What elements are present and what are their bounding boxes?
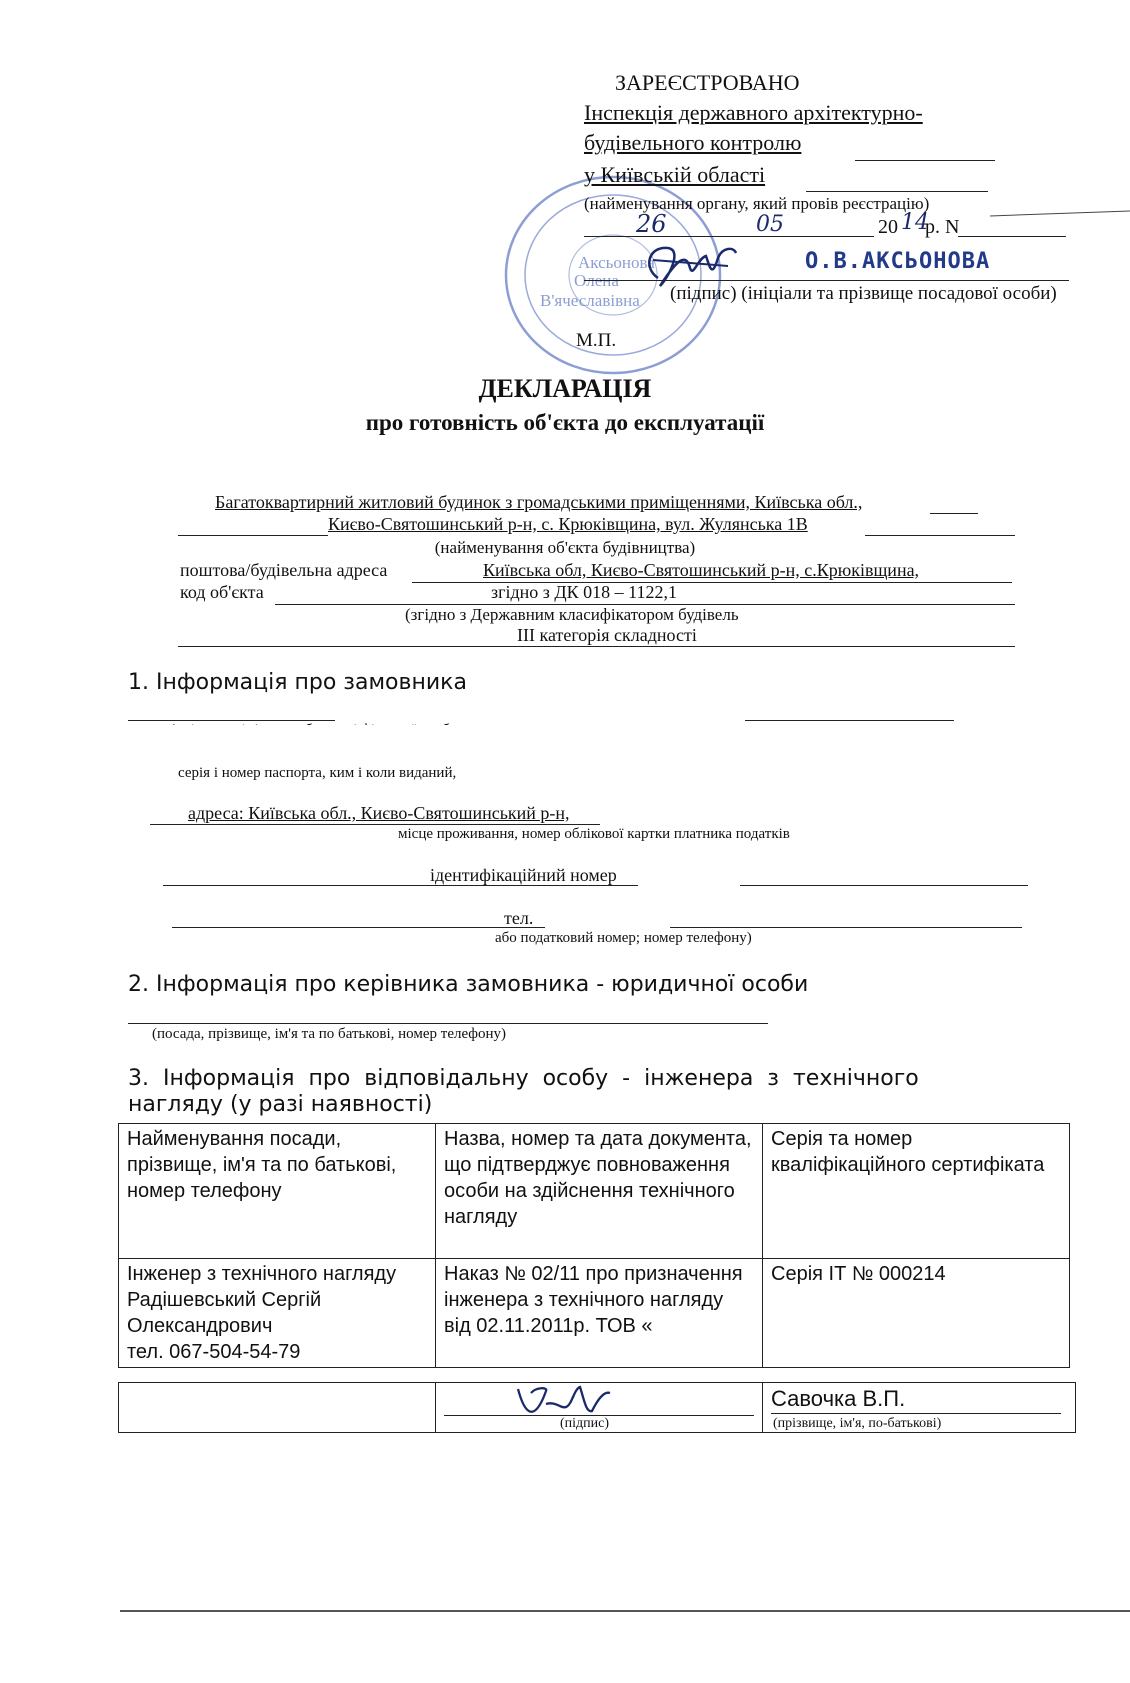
header-document: Назва, номер та дата документа, що підтверджує повноваження особи на здійснення технічного нагляду <box>436 1124 763 1259</box>
section-3-heading-line-2: нагляду (у разі наявності) <box>128 1092 433 1117</box>
declaration-title: ДЕКЛАРАЦІЯ <box>478 374 652 403</box>
table-row <box>119 1259 1070 1368</box>
object-code-value: згідно з ДК 018 – 1122,1 <box>491 582 678 602</box>
section-3-heading-line-1: 3. Інформація про відповідальну особу - інженера з технічного <box>128 1066 919 1091</box>
date-month: 05 <box>756 212 784 237</box>
object-name-line-2: Києво-Святошинський р-н, с. Крюківщина, вул. Жулянська 1В <box>328 514 808 534</box>
org-line-2: будівельного контролю <box>584 130 802 155</box>
section-1-caption-3: місце проживання, номер облікової картки платника податків <box>398 826 790 842</box>
section-2-caption: (посада, прізвище, ім'я та по батькові, номер телефону) <box>152 1026 507 1042</box>
cell-document: Наказ № 02/11 про призначення інженера з технічного нагляду від 02.11.2011р. ТОВ « <box>436 1259 763 1368</box>
sign-caption: (підпис) (ініціали та прізвище посадової особи) <box>670 283 1057 304</box>
header-certificate: Серія та номер кваліфікаційного сертифіката <box>763 1124 1070 1259</box>
year-number-label: р. N <box>925 216 960 238</box>
section-1-caption-4: або податковий номер; номер телефону) <box>495 930 752 946</box>
address-label: поштова/будівельна адреса <box>180 560 388 580</box>
pen-stroke <box>990 211 1130 217</box>
org-line-1: Інспекція державного архітектурно- <box>584 100 923 125</box>
signature-cell <box>436 1383 763 1433</box>
official-name-stamp: О.В.АКСЬОНОВА <box>805 249 991 274</box>
object-name-line-1: Багатоквартирний житловий будинок з громадськими приміщеннями, Київська обл., <box>215 492 863 512</box>
signature-row <box>119 1383 1076 1433</box>
engineer-position: Інженер з технічного нагляду <box>127 1263 397 1285</box>
section-1-caption-2: серія і номер паспорта, ким і коли виданий, <box>178 765 457 781</box>
tel-label: тел. <box>504 908 534 928</box>
declaration-subtitle: про готовність об'єкта до експлуатації <box>365 410 765 435</box>
complexity-category: III категорія складності <box>517 625 697 645</box>
scan-edge-line <box>120 1610 1130 1612</box>
cell-position <box>119 1259 436 1368</box>
section-1-heading: 1. Інформація про замовника <box>128 670 467 695</box>
mp-label: М.П. <box>576 330 617 351</box>
supervisor-table <box>118 1123 1070 1368</box>
table-header-row <box>119 1124 1070 1259</box>
object-name-caption: (найменування об'єкта будівництва) <box>434 538 696 557</box>
header-position: Найменування посади, прізвище, ім'я та по батькові, номер телефону <box>119 1124 436 1259</box>
id-number-label: ідентифікаційний номер <box>430 865 617 885</box>
date-day: 26 <box>636 210 667 238</box>
signer-caption: (прізвище, ім'я, по-батькові) <box>773 1416 942 1431</box>
object-code-label: код об'єкта <box>180 582 264 602</box>
section-2-heading: 2. Інформація про керівника замовника - юридичної особи <box>128 972 809 997</box>
section-1-address: адреса: Київська обл., Києво-Святошинський р-н, <box>188 803 570 823</box>
address-value: Київська обл, Києво-Святошинський р-н, с.Крюківщина, <box>483 560 920 580</box>
registered-title: ЗАРЕЄСТРОВАНО <box>615 70 800 95</box>
seal-text-surname: Аксьонова <box>578 253 655 272</box>
date-year-suffix: 14 <box>901 210 929 235</box>
seal-text-patronymic: В'ячеславівна <box>540 291 640 310</box>
signature-empty-cell <box>119 1383 436 1433</box>
signer-cell <box>763 1383 1076 1433</box>
engineer-name-2: Олександрович <box>127 1315 273 1337</box>
org-caption: (найменування органу, який провів реєстрацію) <box>584 194 930 213</box>
signature-table <box>118 1382 1076 1433</box>
seal-text-name: Олена <box>574 271 619 290</box>
cell-certificate: Серія IТ № 000214 <box>763 1259 1070 1368</box>
engineer-name-1: Радішевський Сергій <box>127 1289 322 1311</box>
org-line-3: у Київській області <box>584 162 766 187</box>
date-year-prefix: 20 <box>878 216 898 238</box>
signer-name: Савочка В.П. <box>771 1385 1061 1414</box>
engineer-phone: тел. 067-504-54-79 <box>127 1341 301 1363</box>
classifier-caption: (згідно з Державним класифікатором будівель <box>405 605 739 624</box>
supervisor-sign-caption: (підпис) <box>560 1416 610 1431</box>
